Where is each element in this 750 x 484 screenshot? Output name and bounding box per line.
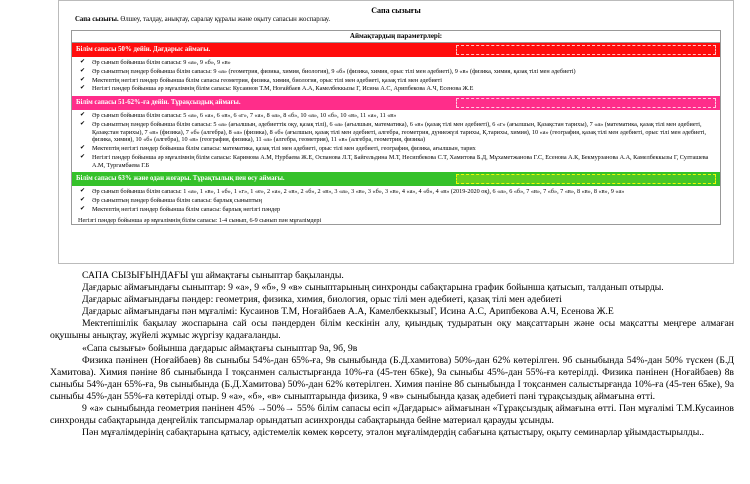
zone-band-stability bbox=[72, 172, 720, 186]
zone-item: ✔ Негізгі пәндер бойынша әр мұғалімнің білім сапасы: Кусаинов Т.М, Ноғайбаев А.А, Камелбеккызы Г, Исина А.С, Арипбекова А.Ч, Есенова Ж.Е bbox=[80, 85, 720, 93]
doc-subtitle-bold: Сапа сызығы. bbox=[75, 16, 119, 23]
zone-items-crisis bbox=[80, 59, 720, 93]
zone-item: ✔ Мектептің негізгі пәндер бойынша білім сапасы: математика, қазақ тілі мен әдебиеті, орыс тілі мен әдебиеті, география, физика, ағылшын, тарих bbox=[80, 145, 720, 153]
zone-item: ✔ Мектептің негізгі пәндер бойынша білім сапасы геометрия, физика, химия, биология, орыс тілі мен әдебиеті, қазақ тілі мен әдебиеті bbox=[80, 77, 720, 85]
paragraph: 9 «а» сыныбында геометрия пәнінен 45% →50%→ 55% білім сапасы өсіп «Дағдарыс» аймағынан «Тұрақсыздық аймағына өтті. Пән мұғалімі Т.М.Кусаинов синхронды сабақтарында деңгейлік тапсырмалар орындатып асинхронды сабақтарында бейне материал қарауды ұсынды. bbox=[50, 403, 734, 427]
zone-parameters-table bbox=[71, 30, 721, 225]
zone-item: ✔ Әр сынып бойынша білім сапасы: 9 «а», 9 «б», 9 «в» bbox=[80, 59, 720, 67]
paragraph: «Сапа сызығы» бойынша дағдарыс аймақтағы сыныптар 9а, 9б, 9в bbox=[82, 342, 358, 354]
paragraph: Пән мұғалімдерінің сабақтарына қатысу, әдістемелік көмек көрсету, эталон мұғалімдердің сабағына қатыстыру, оқыту семинарлар ұйымдастырылды.. bbox=[82, 427, 705, 439]
paragraph: Дағдарыс аймағындағы пәндер: геометрия, физика, химия, биология, орыс тілі мен әдебиеті, қазақ тілі мен әдебиеті bbox=[82, 294, 562, 306]
params-header: Аймақтардың параметрлері: bbox=[72, 31, 720, 43]
zone-label: Білім сапасы 63% және одан жоғары. Тұрақтылық пен өсу аймағы. bbox=[76, 175, 285, 183]
zone-item: ✔ Әр сыныптың пәндер бойынша білім сапасы: барлық сыныптың bbox=[80, 197, 720, 205]
body-text bbox=[50, 270, 734, 439]
doc-subtitle bbox=[65, 16, 727, 24]
zone-item: ✔ Әр сынып бойынша білім сапасы: 5 «а», 6 «а», 6 «в», 6 «г», 7 «а», 8 «а», 8 «б», 10 «а», 10 «б», 10 «в», 11 «а», 11 «в» bbox=[80, 112, 720, 120]
zone-item: ✔ Негізгі пәндер бойынша әр мұғалімнің білім сапасы: Каримова А.М, Нурбаева Ж.Е, Оспанова Л.Т, Байгельдина М.Т, Несипбекова С.Т, Хамитова Б.Д, Мұхаметжанова Г.С, Есенова А.К, Бекмурзанова А.А, Камелбеккызы Г, Султашева А.М, Тургамбаева Г.Б bbox=[80, 154, 720, 170]
zone-label: Білім сапасы 50% дейін. Дағдарыс аймағы. bbox=[76, 45, 211, 53]
zone-last-line: Негізгі пәндер бойынша әр мұғалімнің білім сапасы: 1-4 сынып, 6-9 сынып пән мұғалімдері bbox=[78, 216, 322, 224]
zone-band-instability bbox=[72, 96, 720, 110]
zone-items-stability bbox=[80, 188, 720, 213]
paragraph: САПА СЫЗЫҒЫНДАҒЫ үш аймақтағы сыныптар бақыланды. bbox=[82, 270, 344, 281]
doc-subtitle-rest: Өлшеу, талдау, анықтау, саралау құралы және оқыту сапасын жоспарлау. bbox=[118, 16, 331, 23]
paragraph: Физика пәнінен (Ноғайбаев) 8в сыныбы 54%-дан 65%-ға, 9в сыныбында (Б.Д.хамитова) 50%-дан 62% көтерілген. 9б сыныбында 54%-дан 50% түскен (Б.Д Хамитова). Химия пәніне 8б сыныбында І тоқсанмен салыстырғанда 10%-ға (45-тен 65ке), 9а сыныбы 45%-дан 55%-ға көтерілді. Физика пәнінен (Ноғайбаев) 8в сыныбы 54%-дан 65%-ға, 9в сыныбында (Б.Д.Хамитова) 50%-дан 62% көтерілген. Химия пәніне 8б сыныбында І тоқсанмен салыстырғанда 10%-ға (45-тен 65ке), 9а сыныбы 45%-дан 55%-ға көтерілді отыр. 9 «а», «б», «в» сыныптарында физика, 9 «в» сыныбында қазақ әдебиеті пәні тұрақсыздық аймағына өтті. bbox=[50, 354, 734, 402]
zone-item: ✔ Мектептің негізгі пәндер бойынша білім сапасы: барлық негізгі пәндер bbox=[80, 206, 720, 214]
zone-band-crisis bbox=[72, 43, 720, 57]
doc-title: Сапа сызығы bbox=[371, 6, 421, 15]
paragraph: Дағдарыс аймағындағы сыныптар: 9 «а», 9 «б», 9 «в» сыныптарының синхронды сабақтарына график бойынша қатысып, талданып отырды. bbox=[82, 282, 664, 294]
zone-item: ✔ Әр сыныптың пәндер бойынша білім сапасы: 5 «а» (ағылшын, әдебиеттік оқу, қазақ тілі), 6 «а» (ағылшын, математика), 6 «в» (қазақ тілі мен әдебиеті), 6 «г» (ағылшын, Қазақстан тарихы), 7 «а» (математика, қазақ тілі мен әдебиеті, Қазақстан тарихы), 7 «в» (физика), 7 «б» (алгебра), 8 «а» (физика), 8 «б» (ағылшын, қазақ тілі мен әдебиеті, алгебра, геометрия, дүниежүзі тарихы, Қ.тарихы, химия), 10 «а» (география, қазақ тілі мен әдебиеті, орыс тілі мен әдебиеті, физика, химия), 10 «б» (алгебра), 10 «в» (география, физика), 11 «а» (алгебра, геометрия), 11 «в» (алгебра, геометрия, физика) bbox=[80, 121, 720, 144]
zone-item: ✔ Әр сынып бойынша білім сапасы: 1 «а», 1 «в», 1 «б», 1 «г», 1 «е», 2 «а», 2 «в», 2 «б», 2 «в», 3 «а», 3 «в», 3 «б», 3 «в», 4 «а», 4 «б», 4 «в» (2019-2020 оқ), 6 «а», 6 «б», 7 «в», 7 «б», 7 «в», 8 «в», 8 «в», 9 «а» bbox=[80, 188, 720, 196]
highlight-marker bbox=[456, 98, 716, 108]
zone-item: ✔ Әр сыныптың пәндер бойынша білім сапасы: 9 «а» (геометрия, физика, химия, биология), 9 «б» (физика, химия, орыс тілі мен әдебиеті), 9 «в» (физика, химия, қазақ тілі мен әдебиеті) bbox=[80, 68, 720, 76]
highlight-marker bbox=[456, 45, 716, 55]
highlight-marker bbox=[456, 174, 716, 184]
zone-items-instability bbox=[80, 112, 720, 169]
paragraph: Дағдарыс аймағындағы пән мұғалімі: Кусаинов Т.М, Ноғайбаев А.А, КамелбеккызыГ, Исина А.С, Арипбекова А.Ч, Есенова Ж.Е bbox=[82, 306, 614, 318]
embedded-document-image bbox=[58, 0, 734, 264]
paragraph: Мектепішілік бақылау жоспарына сай осы пәндерден білім кескінін алу, қиындық тудыратын оқу мақсаттарын және осы мақсатты меңгере алмаған оқушыны анықтау, жүйелі жұмыс жүргізу қадағаланды. bbox=[50, 318, 734, 342]
zone-label: Білім сапасы 51-62%-ға дейін. Тұрақсыздық аймағы. bbox=[76, 98, 241, 106]
